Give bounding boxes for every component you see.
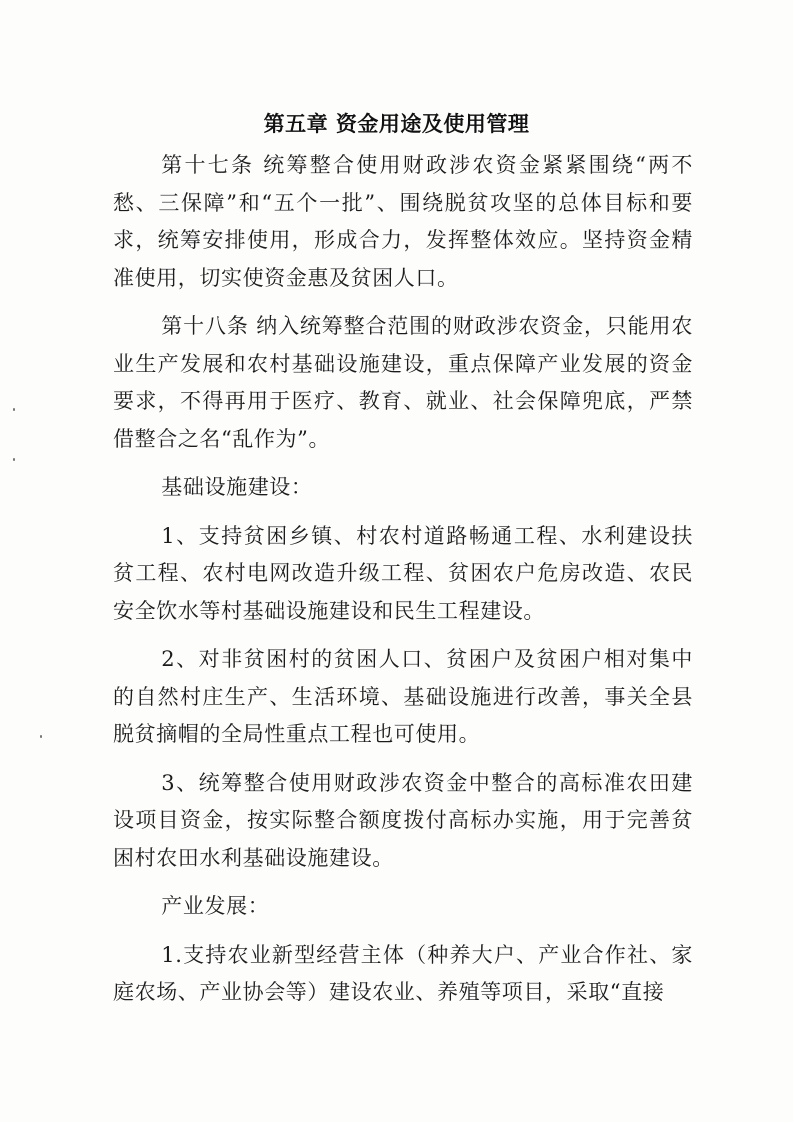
infrastructure-item-3: 3、统筹整合使用财政涉农资金中整合的高标准农田建设项目资金，按实际整合额度拨付高标办实施，用于完善贫困村农田水利基础设施建设。 <box>113 770 693 870</box>
scan-speck <box>13 458 15 461</box>
infrastructure-item-1: 1、支持贫困乡镇、村农村道路畅通工程、水利建设扶贫工程、农村电网改造升级工程、贫困农户危房改造、农民安全饮水等村基础设施建设和民生工程建设。 <box>113 523 693 623</box>
scan-speck <box>13 408 15 411</box>
infrastructure-item-2: 2、对非贫困村的贫困人口、贫困户及贫困户相对集中的自然村庄生产、生活环境、基础设施进行改善，事关全县脱贫摘帽的全局性重点工程也可使用。 <box>113 647 693 746</box>
infrastructure-heading: 基础设施建设： <box>161 475 313 499</box>
article-18-paragraph: 第十八条 纳入统筹整合范围的财政涉农资金，只能用农业生产发展和农村基础设施建设，重点保障产业发展的资金要求，不得再用于医疗、教育、就业、社会保障兜底，严禁借整合之名“乱作为”。 <box>113 314 693 451</box>
industry-item-1: 1.支持农业新型经营主体（种养大户、产业合作社、家庭农场、产业协会等）建设农业、养殖等项目，采取“直接 <box>113 942 693 1004</box>
body-text <box>113 147 693 1012</box>
scan-speck <box>40 735 42 738</box>
industry-heading: 产业发展： <box>161 894 270 918</box>
article-17-paragraph: 第十七条 统筹整合使用财政涉农资金紧紧围绕“两不愁、三保障”和“五个一批”、围绕脱贫攻坚的总体目标和要求，统筹安排使用，形成合力，发挥整体效应。坚持资金精准使用，切实使资金惠及贫困人口。 <box>113 153 693 290</box>
chapter-title: 第五章 资金用途及使用管理 <box>263 112 530 136</box>
